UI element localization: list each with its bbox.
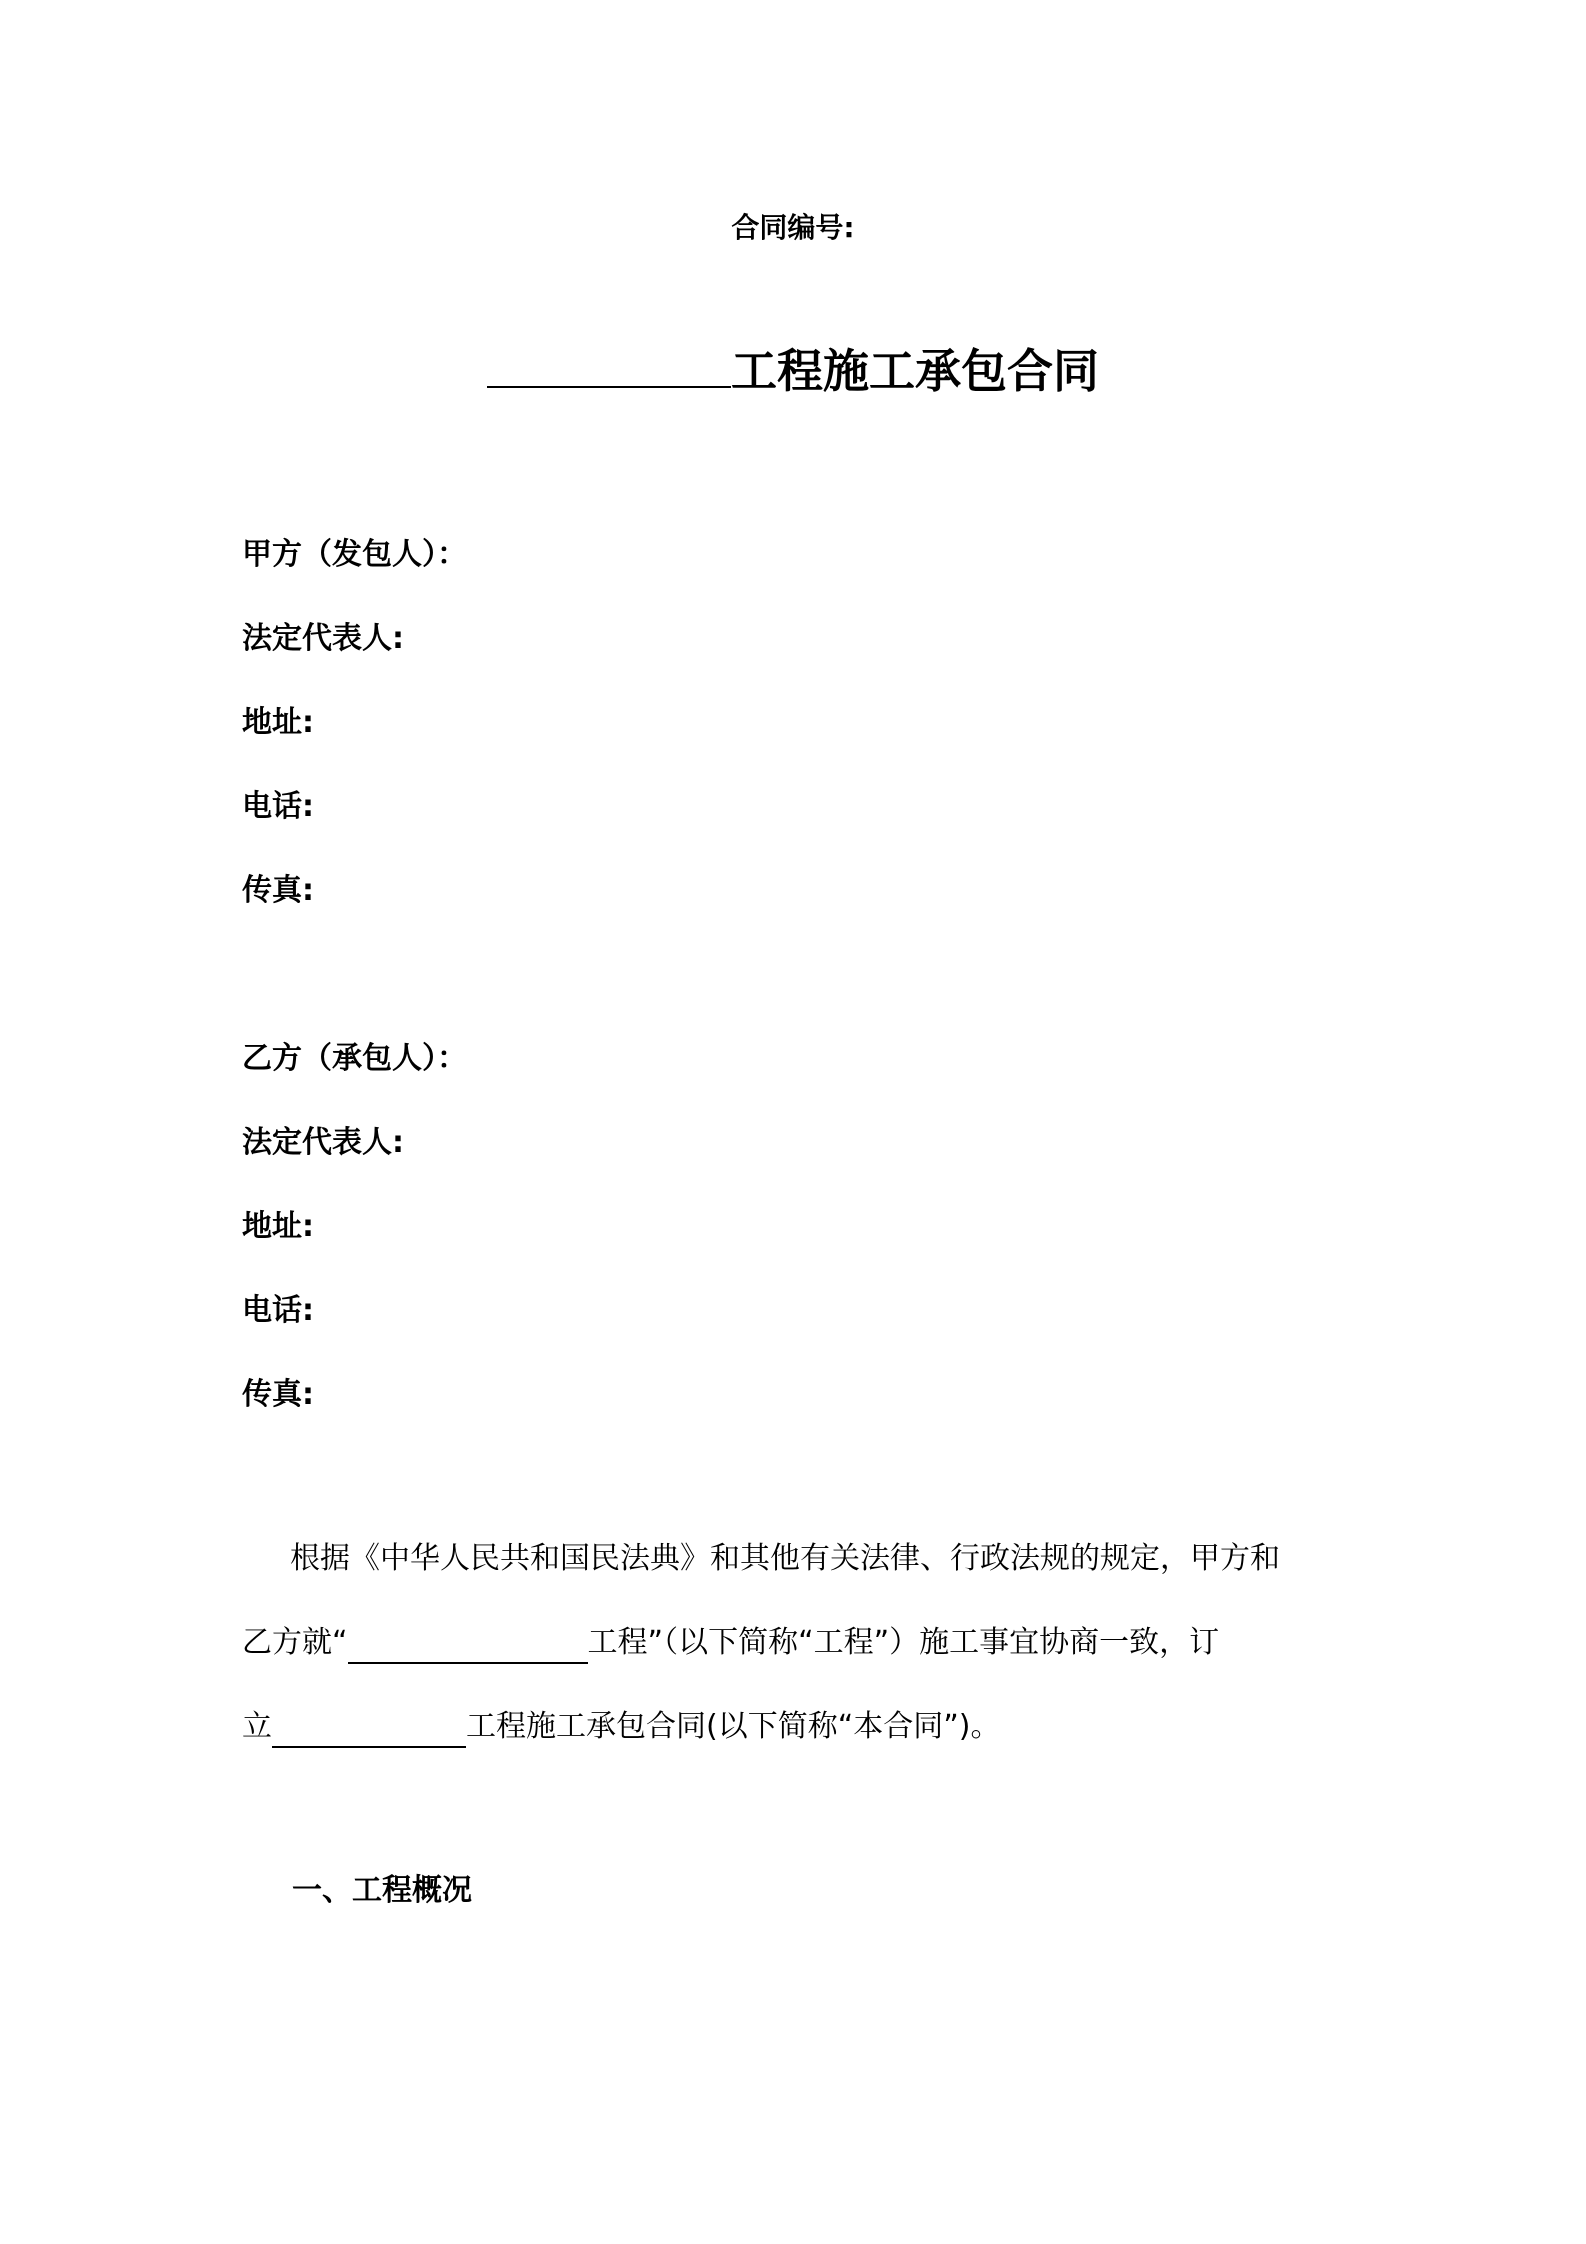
- title-project-blank: [487, 336, 731, 388]
- party-a-fax: 传真:: [242, 873, 314, 908]
- party-b-heading: 乙方（承包人）：: [242, 1041, 467, 1076]
- party-a-heading: 甲方（发包人）：: [242, 537, 467, 572]
- section-heading-1: 一、工程概况: [292, 1873, 472, 1908]
- party-b-phone: 电话:: [242, 1293, 314, 1328]
- title-text: 工程施工承包合同: [731, 344, 1099, 398]
- preamble-line-3: [242, 1709, 1001, 1744]
- party-b-fax: 传真:: [242, 1377, 314, 1412]
- party-a-phone: 电话:: [242, 789, 314, 824]
- contract-name-blank: [272, 1716, 466, 1748]
- party-b-legal-rep: 法定代表人:: [242, 1125, 404, 1160]
- preamble-line-1: 根据《中华人民共和国民法典》和其他有关法律、行政法规的规定，甲方和: [290, 1541, 1280, 1576]
- preamble-line-2-suffix: 工程”（以下简称“工程”）施工事宜协商一致，订: [587, 1625, 1220, 1660]
- preamble-line-3-suffix: 工程施工承包合同(以下简称“本合同”)。: [466, 1709, 1001, 1744]
- preamble-line-2-prefix: 乙方就“: [242, 1625, 348, 1660]
- preamble-line-3-prefix: 立: [242, 1709, 272, 1744]
- preamble-line-2: [242, 1625, 1220, 1660]
- project-name-blank: [348, 1632, 588, 1664]
- party-b-address: 地址:: [242, 1209, 314, 1244]
- party-a-legal-rep: 法定代表人:: [242, 621, 404, 656]
- contract-number-label: 合同编号:: [731, 211, 855, 244]
- document-title: [0, 336, 1586, 398]
- party-a-address: 地址:: [242, 705, 314, 740]
